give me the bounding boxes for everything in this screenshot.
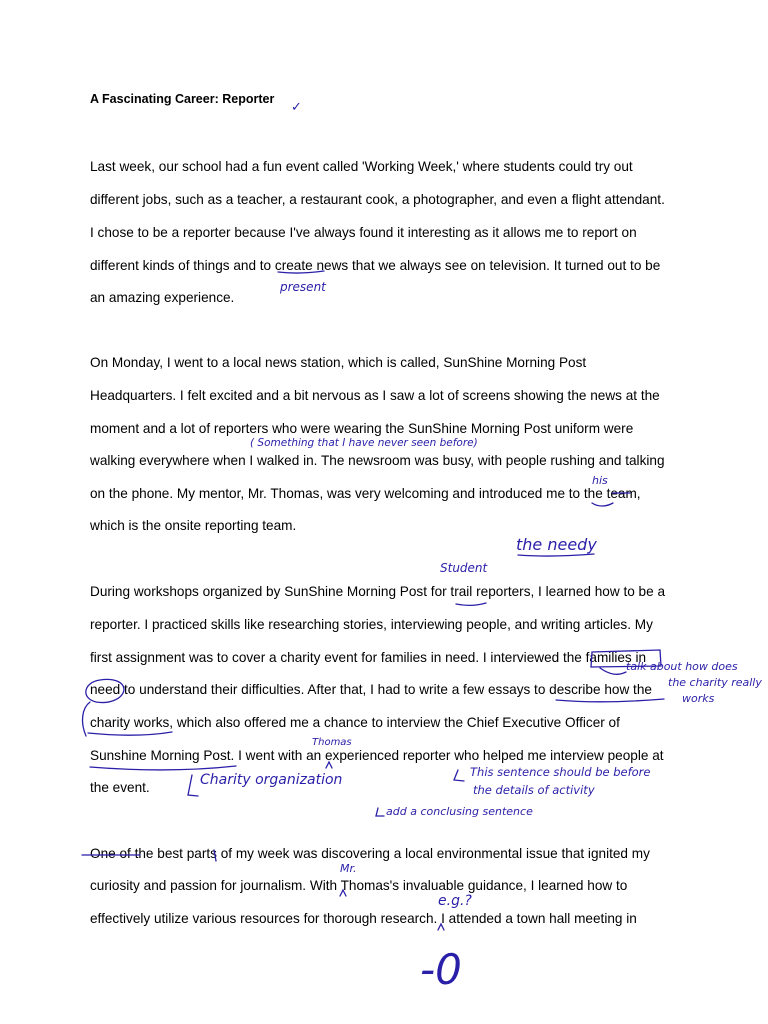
- annotation-thomas: Thomas: [312, 737, 352, 748]
- annotation-the-needy: the needy: [516, 535, 597, 554]
- arrow-mark: [600, 668, 626, 674]
- annotation-before-2: the details of activity: [473, 783, 595, 797]
- arrow-mark: [83, 702, 90, 736]
- underline-mark: [90, 766, 236, 770]
- text-line: reporter. I practiced skills like researching stories, interviewing people, and writing articles. My: [90, 617, 653, 632]
- text-line: I chose to be a reporter because I've always found it interesting as it allows me to report on: [90, 225, 637, 240]
- annotation-charity-organization: Charity organization: [200, 772, 343, 788]
- annotation-student: Student: [440, 561, 488, 575]
- text-line: Sunshine Morning Post. I went with an experienced reporter who helped me interview people at: [90, 748, 664, 763]
- text-line: One of the best parts of my week was discovering a local environmental issue that ignited my: [90, 846, 650, 861]
- annotation-never-seen: ( Something that I have never seen before): [250, 437, 478, 449]
- text-line: different jobs, such as a teacher, a restaurant cook, a photographer, and even a flight attendant.: [90, 192, 665, 207]
- text-line: During workshops organized by SunShine Morning Post for trail reporters, I learned how to be a: [90, 584, 666, 599]
- annotation-present: present: [280, 280, 326, 294]
- annotation-eg: e.g.?: [438, 893, 472, 909]
- text-line: charity works, which also offered me a chance to interview the Chief Executive Officer of: [90, 715, 620, 730]
- bracket-mark: [188, 775, 198, 796]
- annotation-conclusion: add a conclusing sentence: [386, 805, 533, 818]
- underline-mark: [88, 732, 172, 735]
- text-line: on the phone. My mentor, Mr. Thomas, was very welcoming and introduced me to the team,: [90, 486, 641, 501]
- text-line: On Monday, I went to a local news station, which is called, SunShine Morning Post: [90, 355, 587, 370]
- annotation-score: -0: [420, 945, 462, 994]
- annotation-before-1: This sentence should be before: [470, 765, 651, 779]
- text-line: effectively utilize various resources for thorough research. I attended a town hall meeting in: [90, 911, 637, 926]
- text-line: moment and a lot of reporters who were wearing the SunShine Morning Post uniform were: [90, 421, 634, 436]
- annotation-talk-about-2: the charity really: [668, 676, 762, 689]
- underline-mark: [592, 503, 613, 506]
- annotation-talk-about-1: talk about how does: [626, 660, 738, 673]
- document-title: A Fascinating Career: Reporter: [90, 92, 275, 106]
- text-line: curiosity and passion for journalism. With Thomas's invaluable guidance, I learned how to: [90, 878, 628, 893]
- text-line: need to understand their difficulties. After that, I had to write a few essays to describe how the: [90, 682, 652, 697]
- text-line: the event.: [90, 780, 150, 795]
- text-line: different kinds of things and to create news that we always see on television. It turned out to be: [90, 258, 661, 273]
- text-line: first assignment was to cover a charity event for families in need. I interviewed the families in: [90, 650, 647, 665]
- annotation-his: his: [592, 474, 608, 487]
- bracket-mark: [376, 808, 384, 816]
- text-line: Headquarters. I felt excited and a bit nervous as I saw a lot of screens showing the news at the: [90, 388, 660, 403]
- check-mark-icon: ✓: [291, 100, 302, 115]
- bracket-mark: [454, 770, 464, 781]
- text-line: an amazing experience.: [90, 290, 235, 305]
- underline-mark: [456, 603, 486, 605]
- underline-mark: [518, 554, 594, 556]
- text-line: which is the onsite reporting team.: [90, 518, 297, 533]
- annotation-mr: Mr.: [340, 862, 357, 875]
- underline-mark: [556, 699, 664, 702]
- annotation-talk-about-3: works: [682, 692, 715, 705]
- text-line: walking everywhere when I walked in. The newsroom was busy, with people rushing and talking: [90, 453, 665, 468]
- text-line: Last week, our school had a fun event called 'Working Week,' where students could try out: [90, 159, 633, 174]
